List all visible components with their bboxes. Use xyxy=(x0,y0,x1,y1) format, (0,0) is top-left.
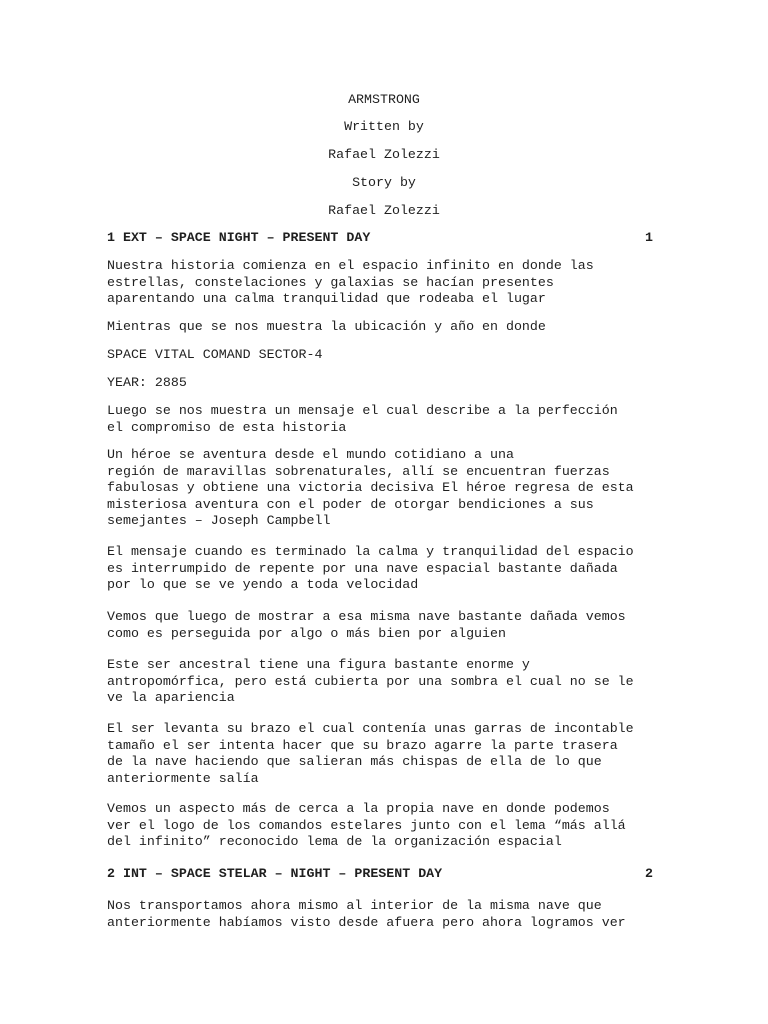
text-line: de la nave haciendo que salieran más chispas de ella de lo que xyxy=(107,754,602,769)
text-line: antropomórfica, pero está cubierta por una sombra el cual no se le xyxy=(107,673,634,689)
text-line: el compromiso de esta historia xyxy=(107,419,347,435)
text-line: Luego se nos muestra un mensaje el cual describe a la perfección xyxy=(107,403,618,418)
text-line: YEAR: 2885 xyxy=(107,375,187,390)
text-line: Mientras que se nos muestra la ubicación y año en donde xyxy=(107,319,546,334)
text-line: ve la apariencia xyxy=(107,690,235,705)
text-line: del infinito” reconocido lema de la organización espacial xyxy=(107,834,562,849)
text-line: ver el logo de los comandos estelares junto con el lema “más allá xyxy=(107,817,626,833)
text-line: Un héroe se aventura desde el mundo cotidiano a una xyxy=(107,447,514,462)
text-line: es interrumpido de repente por una nave espacial bastante dañada xyxy=(107,560,618,576)
text-line: región de maravillas sobrenaturales, allí se encuentran fuerzas xyxy=(107,463,610,479)
text-line: El mensaje cuando es terminado la calma y tranquilidad del espacio xyxy=(107,544,634,559)
scene-heading: 2 INT – SPACE STELAR – NIGHT – PRESENT DAY xyxy=(107,866,443,881)
text-line: El ser levanta su brazo el cual contenía unas garras de incontable xyxy=(107,721,634,736)
text-line: anteriormente habíamos visto desde afuera pero ahora logramos ver xyxy=(107,914,626,930)
scene-number: 2 xyxy=(645,866,653,881)
written-by-label: Written by xyxy=(344,119,424,134)
text-line: Nuestra historia comienza en el espacio infinito en donde las xyxy=(107,258,594,273)
text-line: Vemos que luego de mostrar a esa misma nave bastante dañada vemos xyxy=(107,609,626,624)
text-line: Nos transportamos ahora mismo al interior de la misma nave que xyxy=(107,898,602,913)
text-line: estrellas, constelaciones y galaxias se hacían presentes xyxy=(107,274,554,290)
text-line: semejantes – Joseph Campbell xyxy=(107,513,331,528)
story-author-name: Rafael Zolezzi xyxy=(328,203,440,218)
script-title: ARMSTRONG xyxy=(348,92,420,107)
text-line: SPACE VITAL COMAND SECTOR-4 xyxy=(107,347,323,362)
text-line: fabulosas y obtiene una victoria decisiva El héroe regresa de esta xyxy=(107,480,634,495)
text-line: tamaño el ser intenta hacer que su brazo agarre la parte trasera xyxy=(107,737,618,753)
scene-heading: 1 EXT – SPACE NIGHT – PRESENT DAY xyxy=(107,230,371,245)
text-line: como es perseguida por algo o más bien por alguien xyxy=(107,625,506,641)
text-line: por lo que se ve yendo a toda velocidad xyxy=(107,577,419,592)
text-line: misteriosa aventura con el poder de otorgar bendiciones a sus xyxy=(107,496,594,512)
text-line: aparentando una calma tranquilidad que rodeaba el lugar xyxy=(107,291,546,306)
text-line: Vemos un aspecto más de cerca a la propia nave en donde podemos xyxy=(107,801,610,816)
story-by-label: Story by xyxy=(352,175,416,190)
text-line: anteriormente salía xyxy=(107,770,259,786)
text-line: Este ser ancestral tiene una figura bastante enorme y xyxy=(107,657,530,672)
scene-number: 1 xyxy=(645,230,653,245)
writer-name: Rafael Zolezzi xyxy=(328,147,440,162)
